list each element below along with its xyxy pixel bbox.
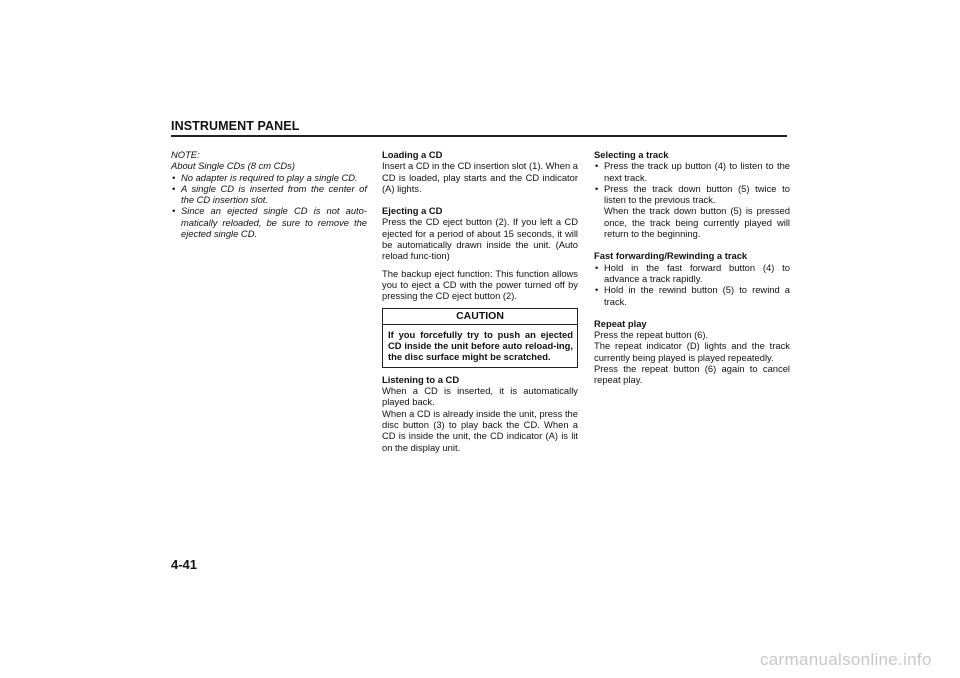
listening-heading: Listening to a CD [382,373,460,385]
fast-forward-bullet-2: • Hold in the rewind button (5) to rewind a track. [594,284,790,307]
note-bullet-3: • Since an ejected single CD is not auto-matically reloaded, be sure to remove the ejected single CD. [171,205,367,239]
header-rule [171,135,787,137]
selecting-bullet-2 [594,183,790,239]
note-label: NOTE: [171,149,200,160]
repeat-text-3: Press the repeat button (6) again to cancel repeat play. [594,363,790,386]
caution-title: CAUTION [383,309,577,325]
selecting-extra-text: When the track down button (5) is pressed once, the track being currently played will return to the beginning. [604,205,790,240]
caution-box [382,308,578,368]
listening-text-2: When a CD is already inside the unit, press the disc button (3) to play back the CD. When a CD is inside the unit, the CD indicator (A) is lit on the display unit. [382,407,578,453]
section-title: INSTRUMENT PANEL [171,119,300,133]
fast-forward-bullet-list [594,262,790,307]
note-bullet-2: • A single CD is inserted from the center of the CD insertion slot. [171,183,367,206]
selecting-bullet-2-text: Press the track down button (5) twice to listen to the previous track. [604,182,790,206]
repeat-heading: Repeat play [594,317,647,329]
cd-column [382,149,578,453]
repeat-text-2: The repeat indicator (D) lights and the track currently being played is played repeatedly. [594,340,790,363]
note-subtitle: About Single CDs (8 cm CDs) [171,160,295,172]
caution-text: If you forcefully try to push an ejected CD inside the unit before auto reload-ing, the disc surface might be scratched. [388,328,573,363]
selecting-bullet-1: • Press the track up button (4) to listen to the next track. [594,160,790,183]
loading-text: Insert a CD in the CD insertion slot (1). When a CD is loaded, play starts and the CD indicator (A) lights. [382,160,578,194]
fast-forward-bullet-1: • Hold in the fast forward button (4) to advance a track rapidly. [594,262,790,285]
repeat-text-1: Press the repeat button (6). [594,329,709,341]
page-number: 4-41 [171,557,198,572]
fast-forward-heading: Fast forwarding/Rewinding a track [594,250,748,262]
note-bullet-1: • No adapter is required to play a single CD. [171,172,367,183]
listening-text-1: When a CD is inserted, it is automatically played back. [382,385,578,408]
ejecting-heading: Ejecting a CD [382,205,443,217]
loading-heading: Loading a CD [382,149,443,160]
note-column [171,149,367,239]
watermark: carmanualsonline.info [760,650,932,669]
selecting-bullet-list [594,160,790,239]
track-column [594,149,790,386]
selecting-heading: Selecting a track [594,149,669,160]
note-bullet-list [171,172,367,240]
ejecting-text: Press the CD eject button (2). If you left a CD ejected for a period of about 15 seconds, it will be automatically drawn inside the unit. (Auto reload func-tion) [382,216,578,262]
backup-eject-text: The backup eject function: This function allows you to eject a CD with the power turned off by pressing the CD eject button (2). [382,267,578,302]
